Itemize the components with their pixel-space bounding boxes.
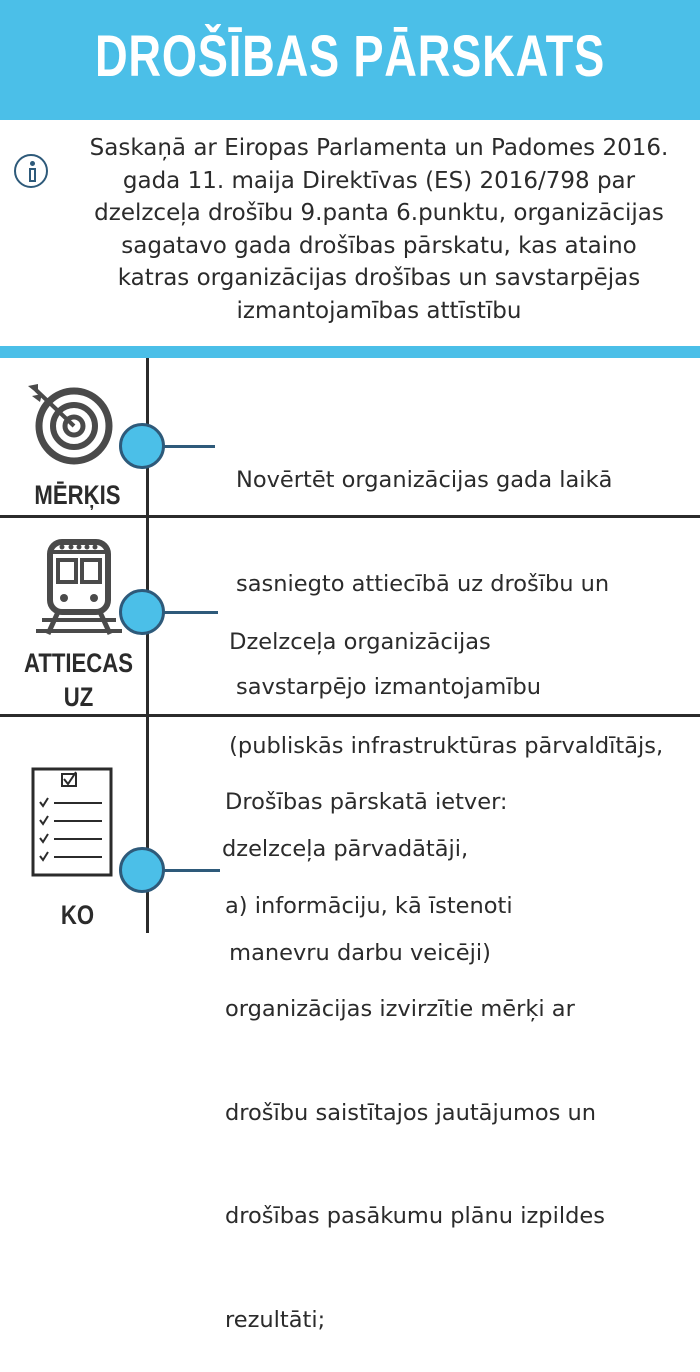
page-title: DROŠĪBAS PĀRSKATS: [94, 24, 606, 89]
intro-line: Saskaņā ar Eiropas Parlamenta un Padomes 2016.: [89, 135, 669, 161]
row-text-line: manevru darbu veicēji): [222, 939, 491, 966]
intro-line: katras organizācijas drošības un savstarpējas: [117, 265, 641, 291]
row-text-line: a) informāciju, kā īstenoti: [225, 892, 513, 919]
row-text-line: Drošības pārskatā ietver:: [225, 789, 508, 815]
row-label-attiecas-uz: ATTIECAS UZ: [23, 648, 134, 712]
target-icon: [24, 380, 120, 466]
timeline-connector: [163, 611, 218, 614]
row-text-line: drošības pasākumu plānu izpildes: [225, 1203, 605, 1229]
timeline-node: [119, 423, 165, 469]
train-icon: [28, 538, 128, 638]
checklist-icon: [30, 766, 114, 878]
header-banner: [0, 0, 700, 120]
intro-line: dzelzceļa drošību 9.panta 6.punktu, organizācijas: [94, 200, 664, 226]
row-text-line: (publiskās infrastruktūras pārvaldītājs,: [222, 732, 664, 759]
row-text-line: savstarpējo izmantojamību: [236, 674, 542, 700]
row-text-line: drošību saistītajos jautājumos un: [225, 1099, 597, 1126]
row-text-line: dzelzceļa pārvadātāji,: [222, 836, 469, 862]
row-text-ko: [225, 716, 605, 1372]
row-text-line: Dzelzceļa organizācijas: [222, 629, 491, 655]
row-text-line: Novērtēt organizācijas gada laikā: [236, 467, 613, 493]
info-icon: [14, 154, 48, 188]
row-text-line: organizācijas izvirzītie mērķi ar: [225, 996, 575, 1022]
row-text-line: sasniegto attiecībā uz drošību un: [236, 570, 610, 597]
row-label-merkis: MĒRĶIS: [34, 480, 121, 510]
intro-line: izmantojamības attīstību: [236, 297, 522, 324]
intro-line: gada 11. maija Direktīvas (ES) 2016/798 par: [122, 167, 636, 194]
timeline-node: [119, 847, 165, 893]
row-label-ko: KO: [60, 900, 95, 930]
timeline-connector: [163, 869, 220, 872]
row-text-line: rezultāti;: [225, 1306, 326, 1333]
intro-text: [58, 132, 700, 327]
intro-line: sagatavo gada drošības pārskatu, kas ataino: [121, 232, 637, 259]
timeline-connector: [163, 445, 215, 448]
timeline-node: [119, 589, 165, 635]
intro-separator: [0, 346, 700, 358]
